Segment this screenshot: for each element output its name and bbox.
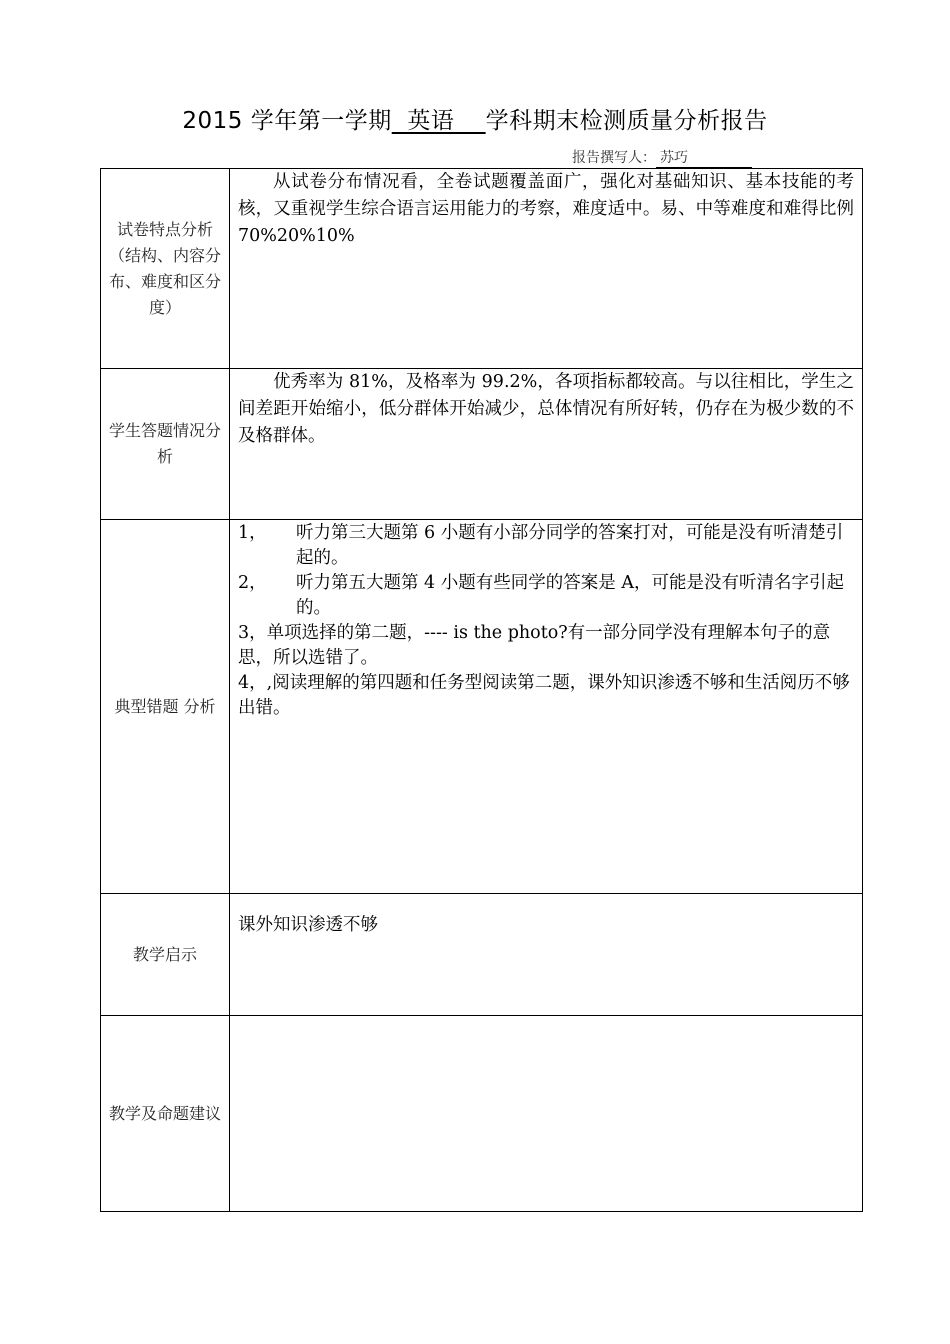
row-label: 典型错题 分析 bbox=[101, 520, 230, 894]
table-row bbox=[101, 369, 863, 520]
author-label: 报告撰写人： bbox=[572, 150, 656, 166]
row-content: 从试卷分布情况看，全卷试题覆盖面广，强化对基础知识、基本技能的考核，又重视学生综合语言运用能力的考察，难度适中。易、中等难度和难得比例 70%20%10% bbox=[230, 169, 863, 369]
row-content: 优秀率为 81%，及格率为 99.2%，各项指标都较高。与以往相比，学生之间差距开始缩小，低分群体开始减少，总体情况有所好转，仍存在为极少数的不及格群体。 bbox=[230, 369, 863, 520]
list-item: 2， 听力第五大题第 4 小题有些同学的答案是 A，可能是没有听清名字引起的。 bbox=[238, 573, 844, 618]
table-row bbox=[101, 1016, 863, 1212]
row-content: 课外知识渗透不够 bbox=[230, 894, 863, 1016]
row-content bbox=[230, 520, 863, 894]
table-row bbox=[101, 520, 863, 894]
author-line bbox=[572, 147, 752, 168]
row-label: 教学启示 bbox=[101, 894, 230, 1016]
table-row bbox=[101, 169, 863, 369]
row-label: 教学及命题建议 bbox=[101, 1016, 230, 1212]
title-prefix: 2015 学年第一学期 bbox=[182, 108, 392, 134]
report-title bbox=[0, 102, 950, 135]
title-subject: 英语 bbox=[391, 108, 486, 134]
list-item: 1， 听力第三大题第 6 小题有小部分同学的答案打对，可能是没有听清楚引起的。 bbox=[238, 523, 844, 568]
author-name: 苏巧 bbox=[656, 147, 752, 168]
row-label: 试卷特点分析（结构、内容分布、难度和区分度） bbox=[101, 169, 230, 369]
row-content bbox=[230, 1016, 863, 1212]
table-row bbox=[101, 894, 863, 1016]
analysis-table bbox=[100, 168, 863, 1212]
list-item: 4，,阅读理解的第四题和任务型阅读第二题，课外知识渗透不够和生活阅历不够出错。 bbox=[238, 673, 850, 718]
row-label: 学生答题情况分析 bbox=[101, 369, 230, 520]
title-suffix: 学科期末检测质量分析报告 bbox=[485, 108, 768, 134]
list-item: 3，单项选择的第二题，---- is the photo?有一部分同学没有理解本句子的意思，所以选错了。 bbox=[238, 623, 831, 668]
